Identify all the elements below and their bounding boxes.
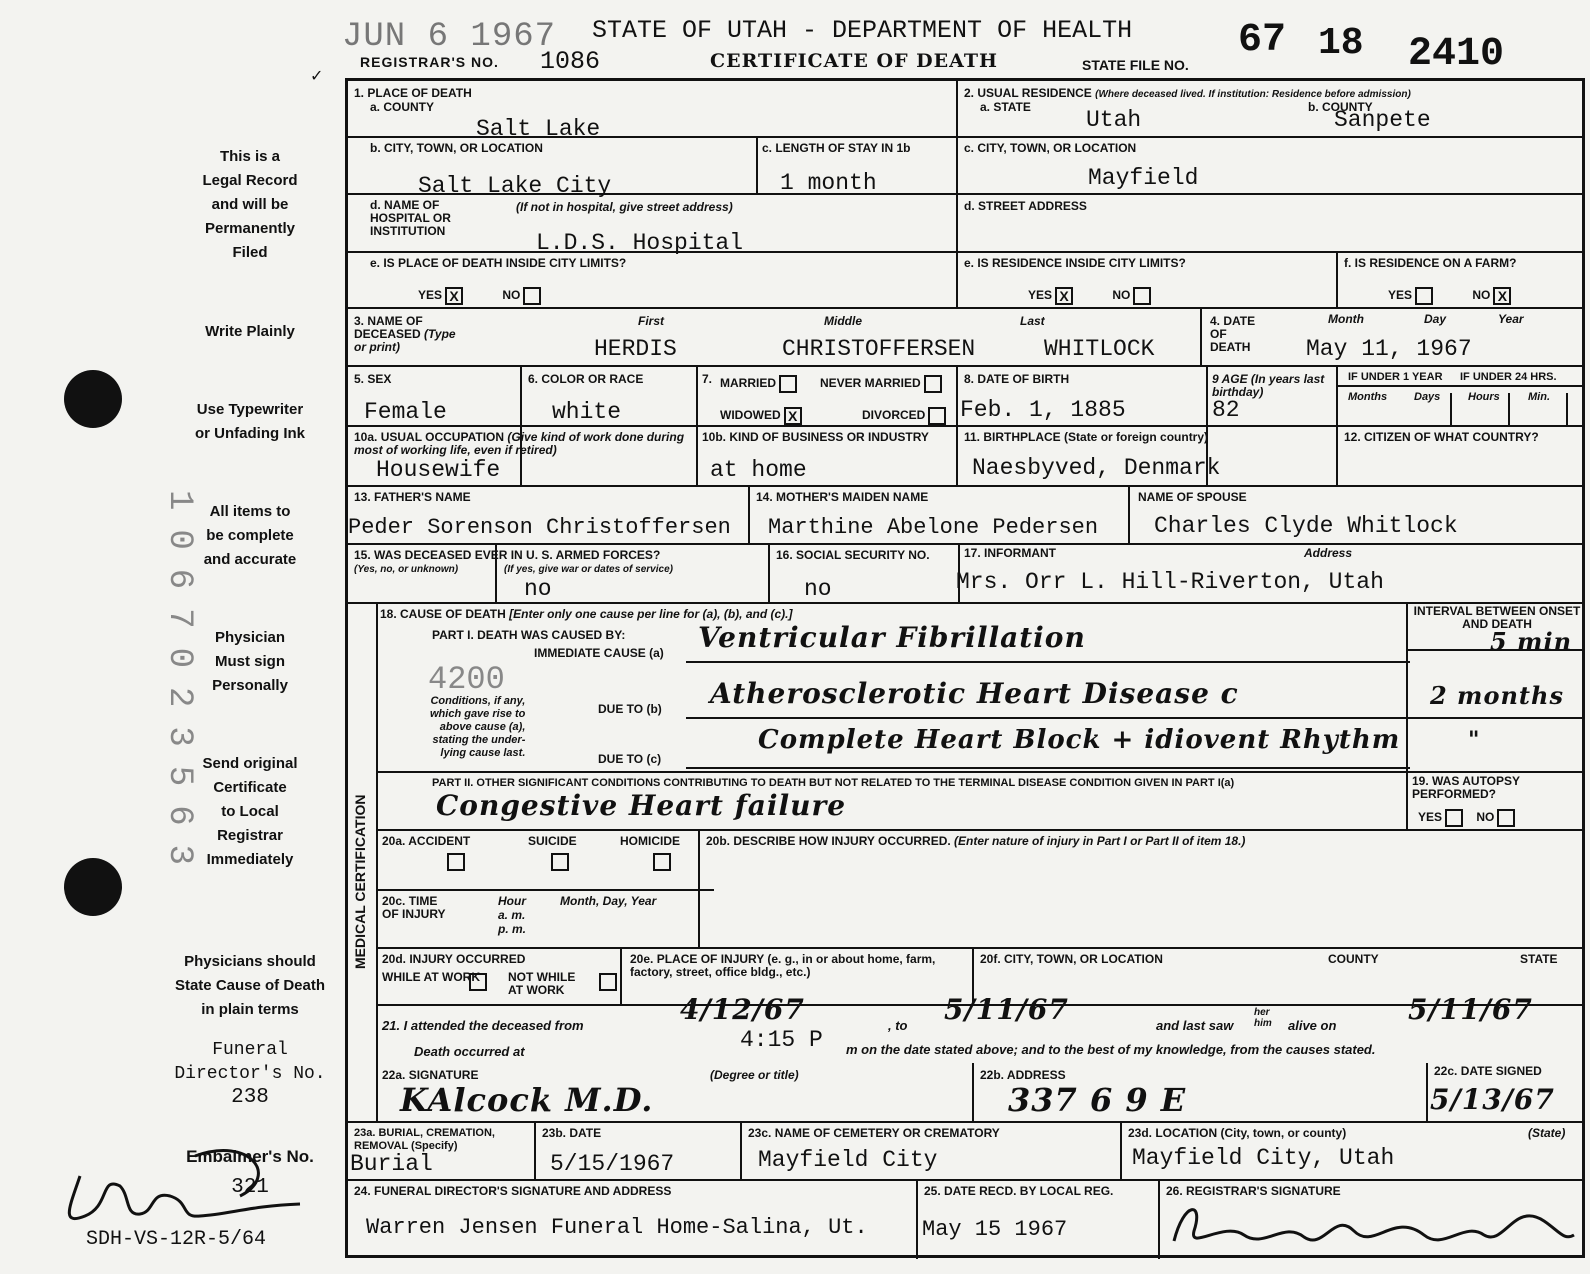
- residence-county-label: b. COUNTY: [1308, 100, 1373, 114]
- armed-forces-note: (Yes, no, or unknown): [354, 564, 459, 575]
- spouse-value: Charles Clyde Whitlock: [1154, 513, 1458, 539]
- residence-city-limits-options: YES X NO: [1028, 287, 1151, 305]
- certificate-form: 1. PLACE OF DEATH a. COUNTY Salt Lake b. CITY, TOWN, OR LOCATION Salt Lake City c. LENGTH OF STAY IN 1b 1 month d. NAME OF HOSPITAL OR INSTITUTION (If not in hospital, give street address) L.D.S. Hospital e. IS PLACE OF DEATH INSIDE CITY LIMITS? YES X NO 2. USUAL RESIDENCE (Where deceased lived. If institution: Residence before admission) a. STATE Utah b. COUNTY Sanpete c. CITY, TOWN, OR LOCATION Mayfield d. STREET ADDRESS e. IS RESIDENCE INSIDE CITY LIMITS? YES X NO f. IS RESIDENCE ON A FARM? YES NO X 3. NAME OF DECEASED (Type or print) First Middle Last HERDIS CHRISTOFFERSEN WHITLOCK 4. DATE OF DEATH Month Day Year May 11, 1967 5. SEX Female 6. COLOR OR RACE white 7. MARRIED NEVER MARRIED WIDOWED X DIVORCED 8. DATE OF BIRTH Feb. 1, 1885 9 AGE (In years last birthday) 82 IF UNDER 1 YEAR IF UNDER 24 HRS. Months Days Hours Min. 10a. USUAL OCCUPATION (Give kind of work done during most of working life, even if retired) Housewife 10b. KIND OF BUSINESS OR INDUSTRY at home 11. BIRTHPLACE (State or foreign country) Naesbyved, Denmark 12. CITIZEN OF WHAT COUNTRY? 13. FATHER'S NAME Peder Sorenson Christoffersen 14. MOTHER'S MAIDEN NAME Marthine Abelone Pedersen NAME OF SPOUSE Charles Clyde Whitlock 15. WAS DECEASED EVER IN U. S. ARMED FORCES? (Yes, no, or unknown) (If yes, give war or dates of service) no 16. SOCIAL SECURITY NO. no 17. INFORMANT Address Mrs. Orr L. Hill-Riverton, Utah MEDICAL CERTIFICATION 18. CAUSE OF DEATH [Enter only one cause per line for (a), (b), and (c).] PART I. DEATH WAS CAUSED BY: IMMEDIATE CAUSE (a) Ventricular Fibrillation INTERVAL BETWEEN ONSET AND DEATH 5 min 4200 Conditions, if any, which gave rise to above cause (a), stating the under- lying cause last. DUE TO (b) Atherosclerotic Heart Disease c 2 months DUE TO (c) Complete Heart Block + idiovent Rhythm " PART II. OTHER SIGNIFICANT CONDITIONS CONTRIBUTING TO DEATH BUT NOT RELATED TO THE TERMINAL DISEASE CONDITION GIVEN IN PART I(a) Congestive Heart failure 19. WAS AUTOPSY PERFORMED? YES NO 20a. ACCIDENT SUICIDE HOMICIDE 20b. DESCRIBE HOW INJURY OCCURRED. (Enter nature of injury in Part I or Part II of item 18.) 20c. TIME OF INJURY Hour a. m. p. m. Month, Day, Year 20d. INJURY OCCURRED WHILE AT WORK NOT WHILE AT WORK 20e. PLACE OF INJURY (e. g., in or about home, farm, factory, street, office bldg., etc.) 20f. CITY, TOWN, OR LOCATION COUNTY STATE 21. I attended the deceased from 4/12/67 , to 5/11/67 and last saw her him alive on 5/11/67 Death occurred at 4:15 P m on the date stated above; and to the best of my knowledge, from the causes stated. 22a. SIGNATURE (Degree or title) KAlcock M.D. 22b. ADDRESS 337 6 9 E 22c. DATE SIGNED 5/13/67 23a. BURIAL, CREMATION, REMOVAL (Specify) Burial 23b. DATE 5/15/1967 23c. NAME OF CEMETERY OR CREMATORY Mayfield City 23d. LOCATION (City, town, or county) (State) Mayfield City, Utah 24. FUNERAL DIRECTOR'S SIGNATURE AND ADDRESS Warren Jensen Funeral Home-Salina, Ut. 25. DATE RECD. BY LOCAL REG. May 15 1967 26. REGISTRAR'S SIGNATURE: [345, 78, 1585, 1258]
- last-name-value: WHITLOCK: [1044, 336, 1155, 362]
- conditions-note: Conditions, if any, which gave rise to above cause (a), stating the under- lying cause last.: [430, 695, 526, 759]
- suicide-label: SUICIDE: [528, 834, 577, 848]
- injury-occurred-label: 20d. INJURY OCCURRED: [382, 952, 526, 966]
- cemetery-label: 23c. NAME OF CEMETERY OR CREMATORY: [748, 1126, 1000, 1140]
- month-caption: Month: [1328, 312, 1364, 326]
- year-caption: Year: [1498, 312, 1524, 326]
- farm-no-checkbox[interactable]: X: [1493, 287, 1511, 305]
- citizen-label: 12. CITIZEN OF WHAT COUNTRY?: [1344, 430, 1539, 444]
- widowed-checkbox[interactable]: X: [784, 407, 802, 425]
- funeral-director-signature-label: 24. FUNERAL DIRECTOR'S SIGNATURE AND ADDRESS: [354, 1184, 672, 1198]
- place-city-limits-label: e. IS PLACE OF DEATH INSIDE CITY LIMITS?: [370, 256, 627, 270]
- sex-label: 5. SEX: [354, 372, 392, 386]
- mother-value: Marthine Abelone Pedersen: [768, 515, 1099, 540]
- punch-hole: [64, 858, 122, 916]
- attended-label: 21. I attended the deceased from: [382, 1018, 584, 1033]
- registrar-signature-label: 26. REGISTRAR'S SIGNATURE: [1166, 1184, 1341, 1198]
- length-of-stay-value: 1 month: [780, 170, 877, 196]
- place-of-injury-label: 20e. PLACE OF INJURY (e. g., in or about home, farm, factory, street, office bldg., etc.): [630, 952, 936, 979]
- part-1-label: PART I. DEATH WAS CAUSED BY:: [432, 628, 626, 642]
- residence-state-value: Utah: [1086, 107, 1142, 133]
- disposition-value: Burial: [350, 1151, 433, 1177]
- legal-record-note: This is a Legal Record and will be Permanently Filed: [202, 148, 298, 261]
- place-city-label: b. CITY, TOWN, OR LOCATION: [370, 141, 543, 155]
- injury-description-label: 20b. DESCRIBE HOW INJURY OCCURRED. (Enter nature of injury in Part I or Part II of item 18.): [706, 834, 1246, 848]
- autopsy-options: YES NO: [1418, 809, 1515, 827]
- residence-no-checkbox[interactable]: [1133, 287, 1151, 305]
- under-24-hrs-label: IF UNDER 24 HRS.: [1460, 371, 1557, 383]
- hour-caption: Hour: [498, 894, 526, 908]
- days-caption: Days: [1414, 391, 1441, 403]
- burial-state-caption: (State): [1528, 1126, 1566, 1140]
- physician-sign-note: Physician Must sign Personally: [212, 629, 288, 694]
- cause-a-value: Ventricular Fibrillation: [698, 621, 1086, 654]
- informant-value: Mrs. Orr L. Hill-Riverton, Utah: [956, 569, 1384, 595]
- age-value: 82: [1212, 397, 1240, 423]
- homicide-checkbox[interactable]: [653, 853, 671, 871]
- while-at-work-checkbox[interactable]: [469, 973, 487, 991]
- never-married-checkbox[interactable]: [924, 375, 942, 393]
- birthplace-label: 11. BIRTHPLACE (State or foreign country): [964, 430, 1209, 444]
- divorced-checkbox[interactable]: [928, 407, 946, 425]
- suicide-options: [548, 853, 569, 871]
- homicide-label: HOMICIDE: [620, 834, 680, 848]
- interval-label: INTERVAL BETWEEN ONSET AND DEATH: [1413, 604, 1581, 631]
- residence-city-limits-label: e. IS RESIDENCE INSIDE CITY LIMITS?: [964, 256, 1186, 270]
- accident-checkbox[interactable]: [447, 853, 465, 871]
- ssn-label: 16. SOCIAL SECURITY NO.: [776, 548, 930, 562]
- age-label: 9 AGE (In years last birthday): [1212, 372, 1325, 399]
- her-him-label: her him: [1254, 1007, 1272, 1029]
- interval-a-value: 5 min: [1490, 627, 1573, 656]
- send-original-note: Send original Certificate to Local Registrar Immediately: [202, 755, 298, 868]
- registrar-signature: [1164, 1191, 1584, 1262]
- hospital-note: (If not in hospital, give street address): [516, 200, 733, 214]
- business-label: 10b. KIND OF BUSINESS OR INDUSTRY: [702, 430, 929, 444]
- registrar-label: REGISTRAR'S NO.: [360, 54, 499, 70]
- middle-name-value: CHRISTOFFERSEN: [782, 336, 976, 362]
- hospital-label: d. NAME OF HOSPITAL OR INSTITUTION: [370, 198, 451, 238]
- farm-yes-checkbox[interactable]: [1415, 287, 1433, 305]
- attended-from-value: 4/12/67: [680, 993, 805, 1026]
- suicide-checkbox[interactable]: [551, 853, 569, 871]
- autopsy-label: 19. WAS AUTOPSY PERFORMED?: [1412, 774, 1520, 801]
- armed-forces-service-note: (If yes, give war or dates of service): [504, 564, 673, 575]
- death-occurred-label: Death occurred at: [414, 1044, 525, 1059]
- dob-label: 8. DATE OF BIRTH: [964, 372, 1070, 386]
- residence-label: 2. USUAL RESIDENCE (Where deceased lived. If institution: Residence before admission): [964, 86, 1411, 100]
- cause-of-death-label: 18. CAUSE OF DEATH [Enter only one cause per line for (a), (b), and (c).]: [380, 607, 793, 621]
- occupation-value: Housewife: [376, 457, 501, 483]
- autopsy-no-checkbox[interactable]: [1497, 809, 1515, 827]
- burial-date-label: 23b. DATE: [542, 1126, 602, 1140]
- stamp-date: JUN 6 1967: [342, 18, 557, 56]
- punch-hole: [64, 370, 122, 428]
- place-yes-checkbox[interactable]: X: [445, 287, 463, 305]
- hospital-value: L.D.S. Hospital: [536, 230, 744, 256]
- not-at-work-box: [596, 973, 617, 991]
- hours-caption: Hours: [1468, 391, 1500, 403]
- embalmer-label: Embalmer's No.: [186, 1147, 314, 1166]
- time-of-injury-label: 20c. TIME OF INJURY: [382, 894, 446, 921]
- embalmer-signature: [40, 1136, 320, 1241]
- injury-city-label: 20f. CITY, TOWN, OR LOCATION: [980, 952, 1163, 966]
- residence-city-value: Mayfield: [1088, 165, 1199, 191]
- last-name-caption: Last: [1020, 314, 1045, 328]
- state-file-number-3: 2410: [1408, 32, 1505, 77]
- while-at-work-box: [466, 973, 487, 991]
- first-name-value: HERDIS: [594, 336, 677, 362]
- page-title: STATE OF UTAH - DEPARTMENT OF HEALTH: [592, 16, 1133, 45]
- months-caption: Months: [1348, 391, 1388, 403]
- informant-address-caption: Address: [1304, 546, 1353, 560]
- date-received-label: 25. DATE RECD. BY LOCAL REG.: [924, 1184, 1114, 1198]
- autopsy-yes-checkbox[interactable]: [1445, 809, 1463, 827]
- state-cause-note: Physicians should State Cause of Death in plain terms: [174, 953, 326, 1018]
- physician-address-label: 22b. ADDRESS: [980, 1068, 1066, 1082]
- cemetery-value: Mayfield City: [758, 1147, 938, 1173]
- length-of-stay-label: c. LENGTH OF STAY IN 1b: [762, 141, 911, 155]
- residence-county-value: Sanpete: [1334, 107, 1431, 133]
- middle-name-caption: Middle: [824, 314, 862, 328]
- registrar-number: 1086: [540, 47, 601, 76]
- physician-signature: KAlcock M.D.: [400, 1081, 654, 1119]
- cause-b-value: Atherosclerotic Heart Disease c: [710, 677, 1239, 710]
- never-married-option: NEVER MARRIED: [820, 375, 942, 393]
- mother-label: 14. MOTHER'S MAIDEN NAME: [756, 490, 929, 504]
- burial-location-value: Mayfield City, Utah: [1132, 1145, 1395, 1171]
- day-caption: Day: [1424, 312, 1447, 326]
- place-county-value: Salt Lake: [476, 116, 601, 142]
- alive-on-label: alive on: [1288, 1018, 1337, 1033]
- date-of-death-value: May 11, 1967: [1306, 336, 1472, 362]
- injury-county-label: COUNTY: [1328, 952, 1379, 966]
- married-checkbox[interactable]: [779, 375, 797, 393]
- residence-city-label: c. CITY, TOWN, OR LOCATION: [964, 141, 1137, 155]
- divorced-option: DIVORCED: [862, 407, 946, 425]
- due-to-b-label: DUE TO (b): [598, 702, 662, 716]
- pm-caption: p. m.: [498, 922, 527, 936]
- embalmer-number: 321: [231, 1176, 269, 1199]
- interval-b-value: 2 months: [1430, 681, 1564, 710]
- place-of-death-label: 1. PLACE OF DEATH: [354, 86, 472, 100]
- part-2-label: PART II. OTHER SIGNIFICANT CONDITIONS CONTRIBUTING TO DEATH BUT NOT RELATED TO THE TERMINAL DISEASE CONDITION GIVEN IN PART I(a): [432, 777, 1235, 789]
- state-file-number-2: 18: [1318, 22, 1364, 65]
- certificate-subtitle: CERTIFICATE OF DEATH: [710, 50, 998, 72]
- state-file-label: STATE FILE NO.: [1082, 57, 1189, 73]
- homicide-options: [650, 853, 671, 871]
- date-received-value: May 15 1967: [922, 1217, 1068, 1242]
- residence-state-label: a. STATE: [980, 100, 1031, 114]
- state-file-number-1: 67: [1238, 18, 1287, 63]
- accident-options: [444, 853, 465, 871]
- informant-label: 17. INFORMANT: [964, 546, 1057, 560]
- cause-code: 4200: [428, 661, 505, 698]
- under-1-year-label: IF UNDER 1 YEAR: [1348, 371, 1443, 383]
- widowed-option: WIDOWED X: [720, 407, 802, 425]
- complete-note: All items to be complete and accurate: [203, 503, 297, 568]
- funeral-director-number: 238: [231, 1086, 269, 1109]
- form-number: SDH-VS-12R-5/64: [86, 1228, 267, 1251]
- deceased-name-label: 3. NAME OF DECEASED (Type or print): [354, 314, 456, 354]
- disposition-label: 23a. BURIAL, CREMATION, REMOVAL (Specify): [354, 1127, 495, 1152]
- not-at-work-checkbox[interactable]: [599, 973, 617, 991]
- street-address-label: d. STREET ADDRESS: [964, 199, 1087, 213]
- residence-yes-checkbox[interactable]: X: [1055, 287, 1073, 305]
- not-at-work-option: NOT WHILE AT WORK: [508, 970, 576, 997]
- funeral-director-value: Warren Jensen Funeral Home-Salina, Ut.: [366, 1215, 868, 1240]
- am-caption: a. m.: [498, 908, 526, 922]
- death-occurred-text: m on the date stated above; and to the best of my knowledge, from the causes stated.: [846, 1042, 1376, 1057]
- alive-on-value: 5/11/67: [1408, 993, 1533, 1026]
- attended-to-label: , to: [888, 1018, 908, 1033]
- sex-value: Female: [364, 399, 447, 425]
- physician-address-value: 337 6 9 E: [1008, 1081, 1187, 1119]
- degree-caption: (Degree or title): [710, 1068, 799, 1082]
- burial-date-value: 5/15/1967: [550, 1151, 675, 1177]
- dob-value: Feb. 1, 1885: [960, 397, 1126, 423]
- part-2-value: Congestive Heart failure: [436, 789, 847, 822]
- interval-c-value: ": [1468, 727, 1481, 753]
- business-value: at home: [710, 457, 807, 483]
- date-signed-value: 5/13/67: [1430, 1083, 1555, 1116]
- armed-forces-label: 15. WAS DECEASED EVER IN U. S. ARMED FORCES?: [354, 548, 661, 562]
- funeral-director-label: Funeral Director's No.: [174, 1040, 326, 1084]
- race-label: 6. COLOR OR RACE: [528, 372, 644, 386]
- death-time-value: 4:15 P: [740, 1027, 823, 1053]
- typewriter-note: Use Typewriter or Unfading Ink: [195, 401, 305, 442]
- place-city-value: Salt Lake City: [418, 173, 612, 199]
- date-signed-label: 22c. DATE SIGNED: [1434, 1064, 1542, 1078]
- injury-state-label: STATE: [1520, 952, 1558, 966]
- race-value: white: [552, 399, 622, 425]
- immediate-cause-label: IMMEDIATE CAUSE (a): [534, 646, 664, 660]
- burial-location-label: 23d. LOCATION (City, town, or county): [1128, 1126, 1347, 1140]
- attended-to-value: 5/11/67: [944, 993, 1069, 1026]
- farm-label: f. IS RESIDENCE ON A FARM?: [1344, 256, 1517, 270]
- date-of-death-label: 4. DATE OF DEATH: [1210, 314, 1256, 354]
- armed-forces-value: no: [524, 576, 552, 602]
- check-mark: ✓: [310, 68, 324, 85]
- cause-c-value: Complete Heart Block + idiovent Rhythm: [758, 725, 1401, 755]
- while-at-work-option: WHILE AT WORK: [382, 970, 480, 984]
- father-label: 13. FATHER'S NAME: [354, 490, 471, 504]
- father-value: Peder Sorenson Christoffersen: [348, 515, 731, 540]
- write-plainly-note: Write Plainly: [205, 323, 295, 340]
- farm-options: YES NO X: [1388, 287, 1511, 305]
- married-option: MARRIED: [720, 375, 797, 393]
- place-county-label: a. COUNTY: [370, 100, 435, 114]
- place-no-checkbox[interactable]: [523, 287, 541, 305]
- accident-label: 20a. ACCIDENT: [382, 834, 471, 848]
- spouse-label: NAME OF SPOUSE: [1138, 490, 1247, 504]
- last-saw-label: and last saw: [1156, 1018, 1234, 1033]
- ssn-value: no: [804, 576, 832, 602]
- first-name-caption: First: [638, 314, 665, 328]
- marital-number: 7.: [702, 372, 713, 386]
- signature-label: 22a. SIGNATURE: [382, 1068, 479, 1082]
- due-to-c-label: DUE TO (c): [598, 752, 662, 766]
- occupation-label: 10a. USUAL OCCUPATION (Give kind of work done during most of working life, even if retired): [354, 430, 685, 457]
- place-city-limits-options: YES X NO: [418, 287, 541, 305]
- birthplace-value: Naesbyved, Denmark: [972, 455, 1221, 481]
- minutes-caption: Min.: [1528, 391, 1550, 403]
- month-day-year-caption: Month, Day, Year: [560, 894, 657, 908]
